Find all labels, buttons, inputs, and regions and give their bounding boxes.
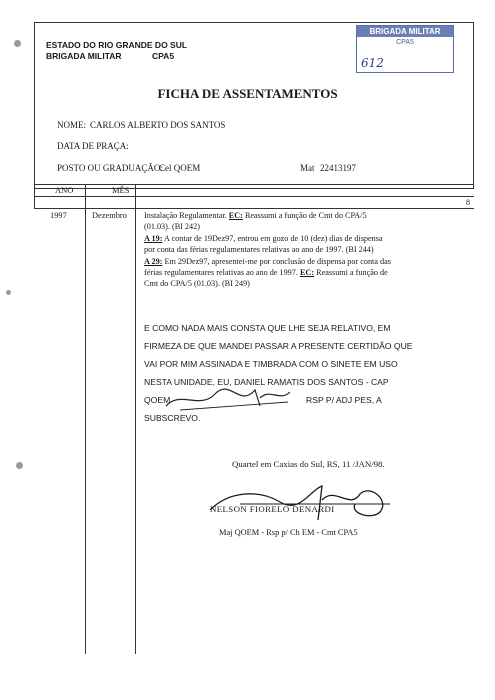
registration-value: 22413197 xyxy=(320,163,356,173)
entry-line-7: Cmt do CPA/5 (01.03). (BI 249) xyxy=(144,279,250,288)
certificate-line-4: NESTA UNIDADE, EU, DANIEL RAMATIS DOS SANTOS - CAP xyxy=(144,377,389,387)
year-column-rule xyxy=(85,184,86,654)
rank-value: Cel QOEM xyxy=(159,163,201,173)
entry-text: férias regulamentares relativas ao ano de 1997. xyxy=(144,268,298,277)
signatory-title: Maj QOEM - Rsp p/ Ch EM - Cmt CPA5 xyxy=(219,528,358,537)
certificate-qoem: QOEM xyxy=(144,395,171,405)
entry-text: Reassumi a função de xyxy=(316,268,388,277)
col-header-month: MÊS xyxy=(112,185,130,195)
place-date: Quartel em Caxias do Sul, RS, 11 /JAN/98. xyxy=(232,459,385,469)
registry-stamp xyxy=(356,25,454,73)
stamp-title: BRIGADA MILITAR xyxy=(357,26,453,37)
entry-line-5 xyxy=(144,257,449,268)
table-header-rule xyxy=(34,196,474,197)
entry-code: EC: xyxy=(299,268,315,277)
signatory-name: NELSON FIORELO DENARDI xyxy=(210,504,335,514)
table-left-rule xyxy=(34,184,35,208)
row-year: 1997 xyxy=(50,211,67,220)
punch-hole xyxy=(16,462,23,469)
org-state: ESTADO DO RIO GRANDE DO SUL xyxy=(46,40,188,50)
org-name: BRIGADA MILITAR xyxy=(46,51,122,61)
entry-line-1 xyxy=(144,211,444,222)
page-number: 8 xyxy=(466,198,470,207)
certificate-line-1: E COMO NADA MAIS CONSTA QUE LHE SEJA RELATIVO, EM xyxy=(144,323,391,333)
registration-label: Mat xyxy=(300,163,315,173)
clerk-signature xyxy=(160,380,295,416)
entry-code: A 29: xyxy=(144,257,163,266)
row-month: Dezembro xyxy=(92,211,127,220)
entry-code: EC: xyxy=(228,211,243,220)
certificate-rsp: RSP P/ ADJ PES, A xyxy=(306,395,382,405)
entry-line-4: por conta das férias regulamentares relativas ao ano de 1997. (BI 244) xyxy=(144,245,374,254)
certificate-line-3: VAI POR MIM ASSINADA E TIMBRADA COM O SINETE EM USO xyxy=(144,359,398,369)
entry-text: A contar de 19Dez97, entrou em gozo de 10 (dez) dias de dispensa xyxy=(164,234,383,243)
entry-text: Reassumi a função de Cmt do CPA/5 xyxy=(244,211,367,220)
entry-line-2: (01.03). (BI 242) xyxy=(144,222,200,231)
date-of-enlistment-label: DATA DE PRAÇA: xyxy=(57,141,129,151)
form-title: FICHA DE ASSENTAMENTOS xyxy=(157,86,338,101)
certificate-line-2: FIRMEZA DE QUE MANDEI PASSAR A PRESENTE CERTIDÃO QUE xyxy=(144,341,413,351)
punch-hole xyxy=(6,290,11,295)
name-value: CARLOS ALBERTO DOS SANTOS xyxy=(90,120,226,130)
org-unit: CPA5 xyxy=(152,51,175,61)
entry-line-6 xyxy=(144,268,449,279)
entry-line-3 xyxy=(144,234,449,245)
rank-label: POSTO OU GRADUAÇÃO: xyxy=(57,163,163,173)
table-top-rule xyxy=(34,184,474,185)
table-row-rule xyxy=(34,208,474,209)
certificate-line-6: SUBSCREVO. xyxy=(144,413,201,423)
col-header-year: ANO xyxy=(55,185,74,195)
name-label: NOME: xyxy=(57,120,86,130)
stamp-number: 612 xyxy=(361,56,384,70)
entry-text: Em 29Dez97, apresentei-me por conclusão de dispensa por conta das xyxy=(164,257,391,266)
stamp-unit: CPA5 xyxy=(396,39,414,46)
month-column-rule xyxy=(135,184,136,654)
punch-hole xyxy=(14,40,21,47)
entry-text: Instalação Regulamentar. xyxy=(144,211,227,220)
entry-code: A 19: xyxy=(144,234,163,243)
